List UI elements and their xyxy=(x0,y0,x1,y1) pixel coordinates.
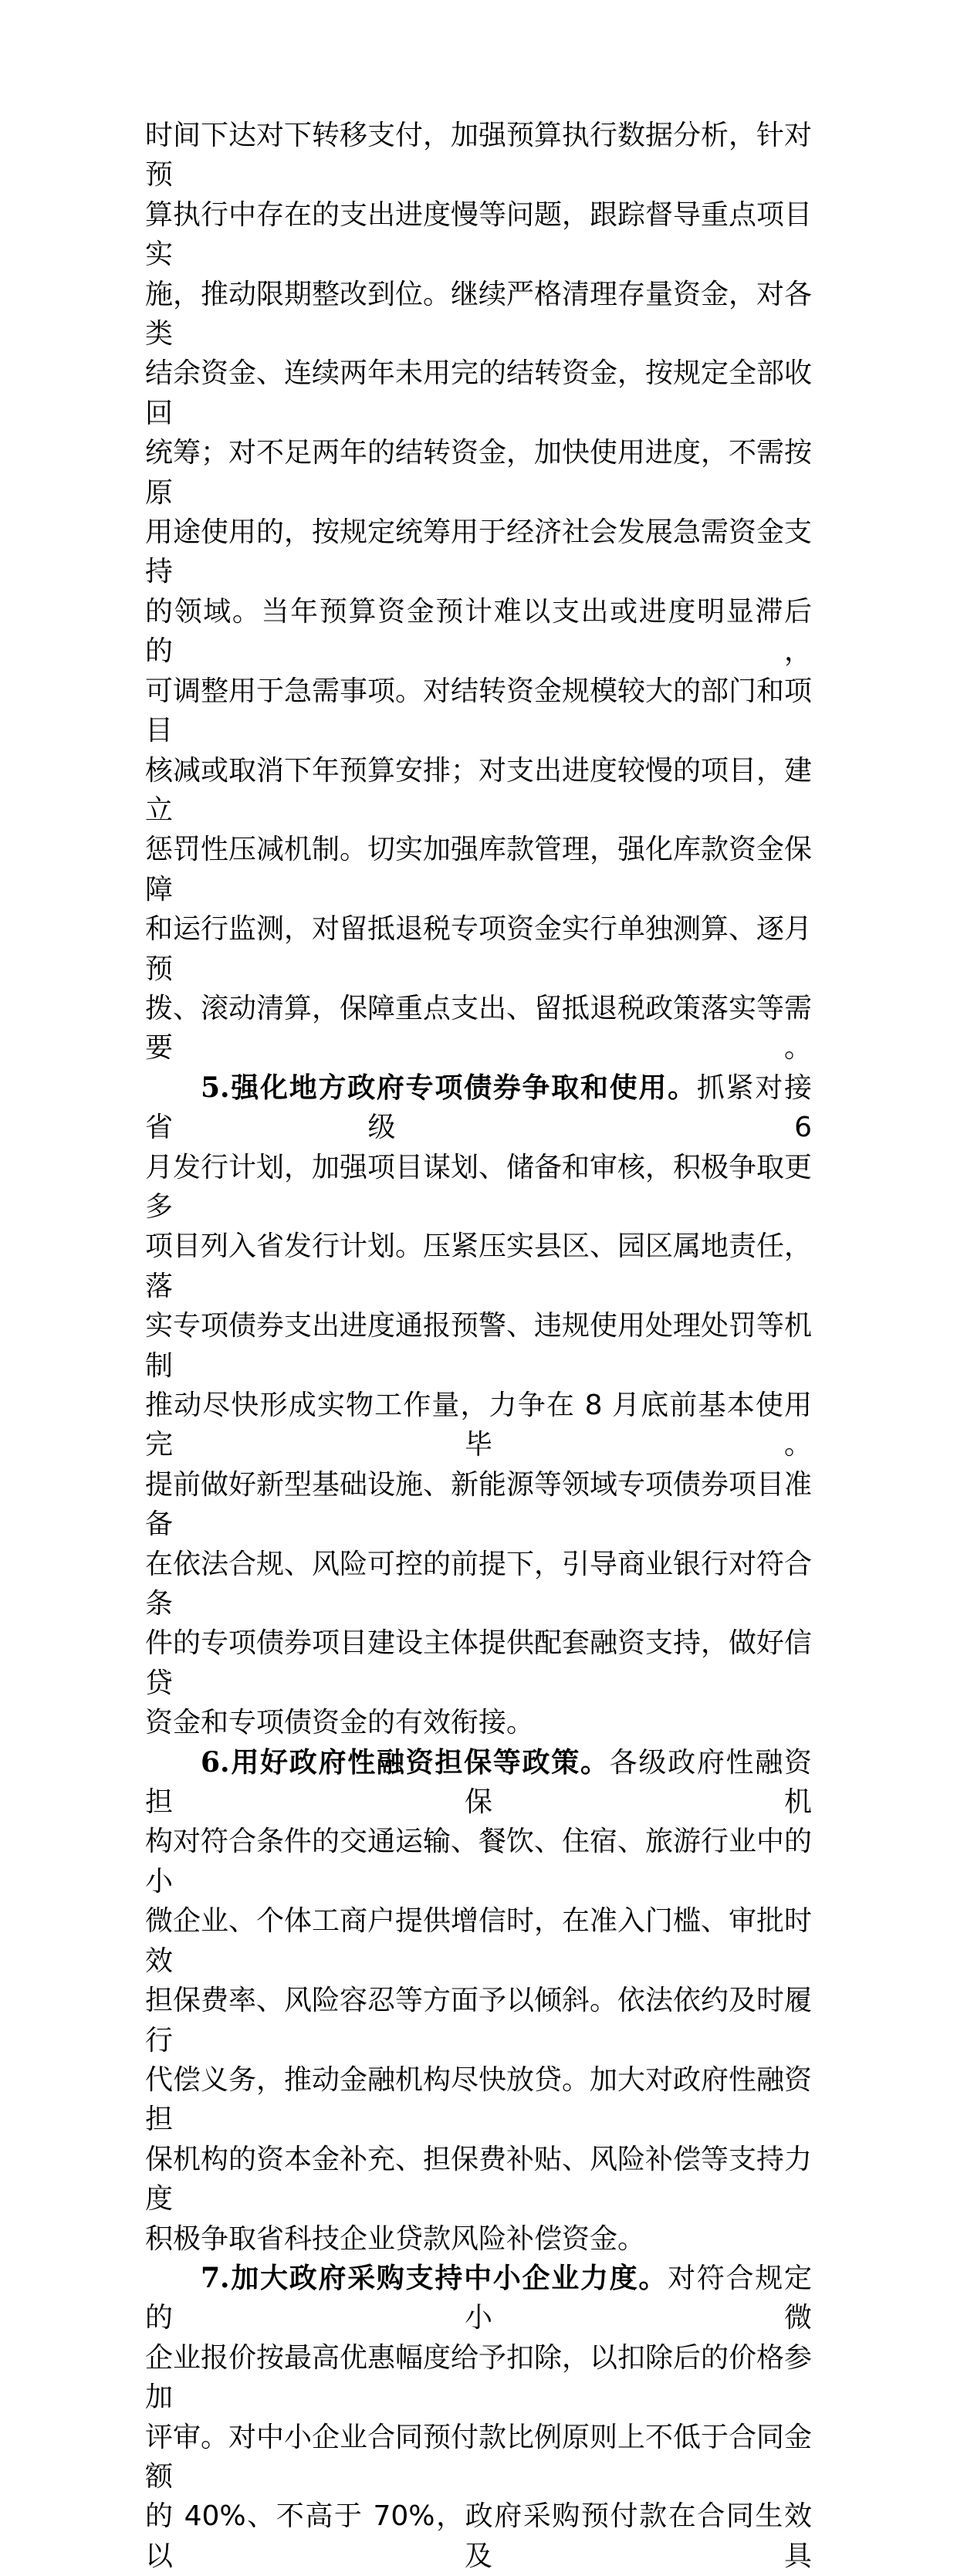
text-line: 月发行计划，加强项目谋划、储备和审核，积极争取更多 xyxy=(145,1151,813,1223)
paragraph xyxy=(145,116,812,1068)
text-line: 拨、滚动清算，保障重点支出、留抵退税政策落实等需要。 xyxy=(145,992,813,1065)
paragraph-first-line xyxy=(145,2259,812,2338)
text-line: 时间下达对下转移支付，加强预算执行数据分析，针对预 xyxy=(145,120,813,191)
document-body xyxy=(145,116,812,2576)
text-line: 件的专项债券项目建设主体提供配套融资支持，做好信贷 xyxy=(145,1627,813,1699)
text-line: 积极争取省科技企业贷款风险补偿资金。 xyxy=(145,2222,646,2255)
text-line: 担保费率、风险容忍等方面予以倾斜。依法依约及时履行 xyxy=(145,1985,813,2056)
text-line: 评审。对中小企业合同预付款比例原则上不低于合同金额 xyxy=(145,2421,813,2493)
paragraph xyxy=(145,1068,812,1743)
item-number: 5. xyxy=(201,1071,230,1104)
text-line: 代偿义务，推动金融机构尽快放贷。加大对政府性融资担 xyxy=(145,2063,813,2136)
text-line: 和运行监测，对留抵退税专项资金实行单独测算、逐月预 xyxy=(145,913,813,985)
item-first-line-text: 各级政府性融资担保机 xyxy=(145,1746,812,1819)
text-line: 的 40%、不高于 70%，政府采购预付款在合同生效以及具 xyxy=(145,2500,812,2572)
text-line: 推动尽快形成实物工作量，力争在 8 月底前基本使用完毕。 xyxy=(145,1390,812,1461)
text-line: 用途使用的，按规定统筹用于经济社会发展急需资金支持 xyxy=(145,516,813,588)
item-number: 7. xyxy=(201,2261,230,2294)
text-line: 核减或取消下年预算安排；对支出进度较慢的项目，建立 xyxy=(145,754,813,826)
text-line: 的领域。当年预算资金预计难以支出或进度明显滞后的， xyxy=(145,595,812,668)
text-line: 施，推动限期整改到位。继续严格清理存量资金，对各类 xyxy=(145,278,813,350)
text-line: 结余资金、连续两年未用完的结转资金，按规定全部收回 xyxy=(145,357,813,429)
text-line: 统筹；对不足两年的结转资金，加快使用进度，不需按原 xyxy=(145,437,813,509)
item-heading: 加大政府采购支持中小企业力度。 xyxy=(229,2262,668,2294)
text-line: 微企业、个体工商户提供增信时，在准入门槛、审批时效 xyxy=(145,1905,813,1977)
text-line: 项目列入省发行计划。压紧压实县区、园区属地责任，落 xyxy=(145,1230,813,1302)
paragraph xyxy=(145,1743,812,2259)
text-line: 保机构的资本金补充、担保费补贴、风险补偿等支持力度 xyxy=(145,2143,813,2215)
item-number: 6. xyxy=(201,1745,230,1779)
text-line: 惩罚性压减机制。切实加强库款管理，强化库款资金保障 xyxy=(145,834,813,905)
paragraph xyxy=(145,2259,812,2576)
text-line: 在依法合规、风险可控的前提下，引导商业银行对符合条 xyxy=(145,1548,813,1620)
paragraph-first-line xyxy=(145,1743,812,1823)
item-first-line-text: 对符合规定的小微 xyxy=(145,2262,812,2334)
text-line: 资金和专项债资金的有效衔接。 xyxy=(145,1707,535,1739)
item-first-line-text: 抓紧对接省级 6 xyxy=(145,1071,812,1144)
item-heading: 用好政府性融资担保等政策。 xyxy=(229,1746,610,1779)
item-heading: 强化地方政府专项债券争取和使用。 xyxy=(229,1071,697,1104)
text-line: 企业报价按最高优惠幅度给予扣除，以扣除后的价格参加 xyxy=(145,2341,813,2414)
text-line: 算执行中存在的支出进度慢等问题，跟踪督导重点项目实 xyxy=(145,198,813,271)
text-line: 提前做好新型基础设施、新能源等领域专项债券项目准备 xyxy=(145,1468,813,1541)
text-line: 构对符合条件的交通运输、餐饮、住宿、旅游行业中的小 xyxy=(145,1826,813,1897)
paragraph-first-line xyxy=(145,1068,812,1148)
text-line: 可调整用于急需事项。对结转资金规模较大的部门和项目 xyxy=(145,675,813,747)
text-line: 实专项债券支出进度通报预警、违规使用处理处罚等机制 xyxy=(145,1310,813,1382)
